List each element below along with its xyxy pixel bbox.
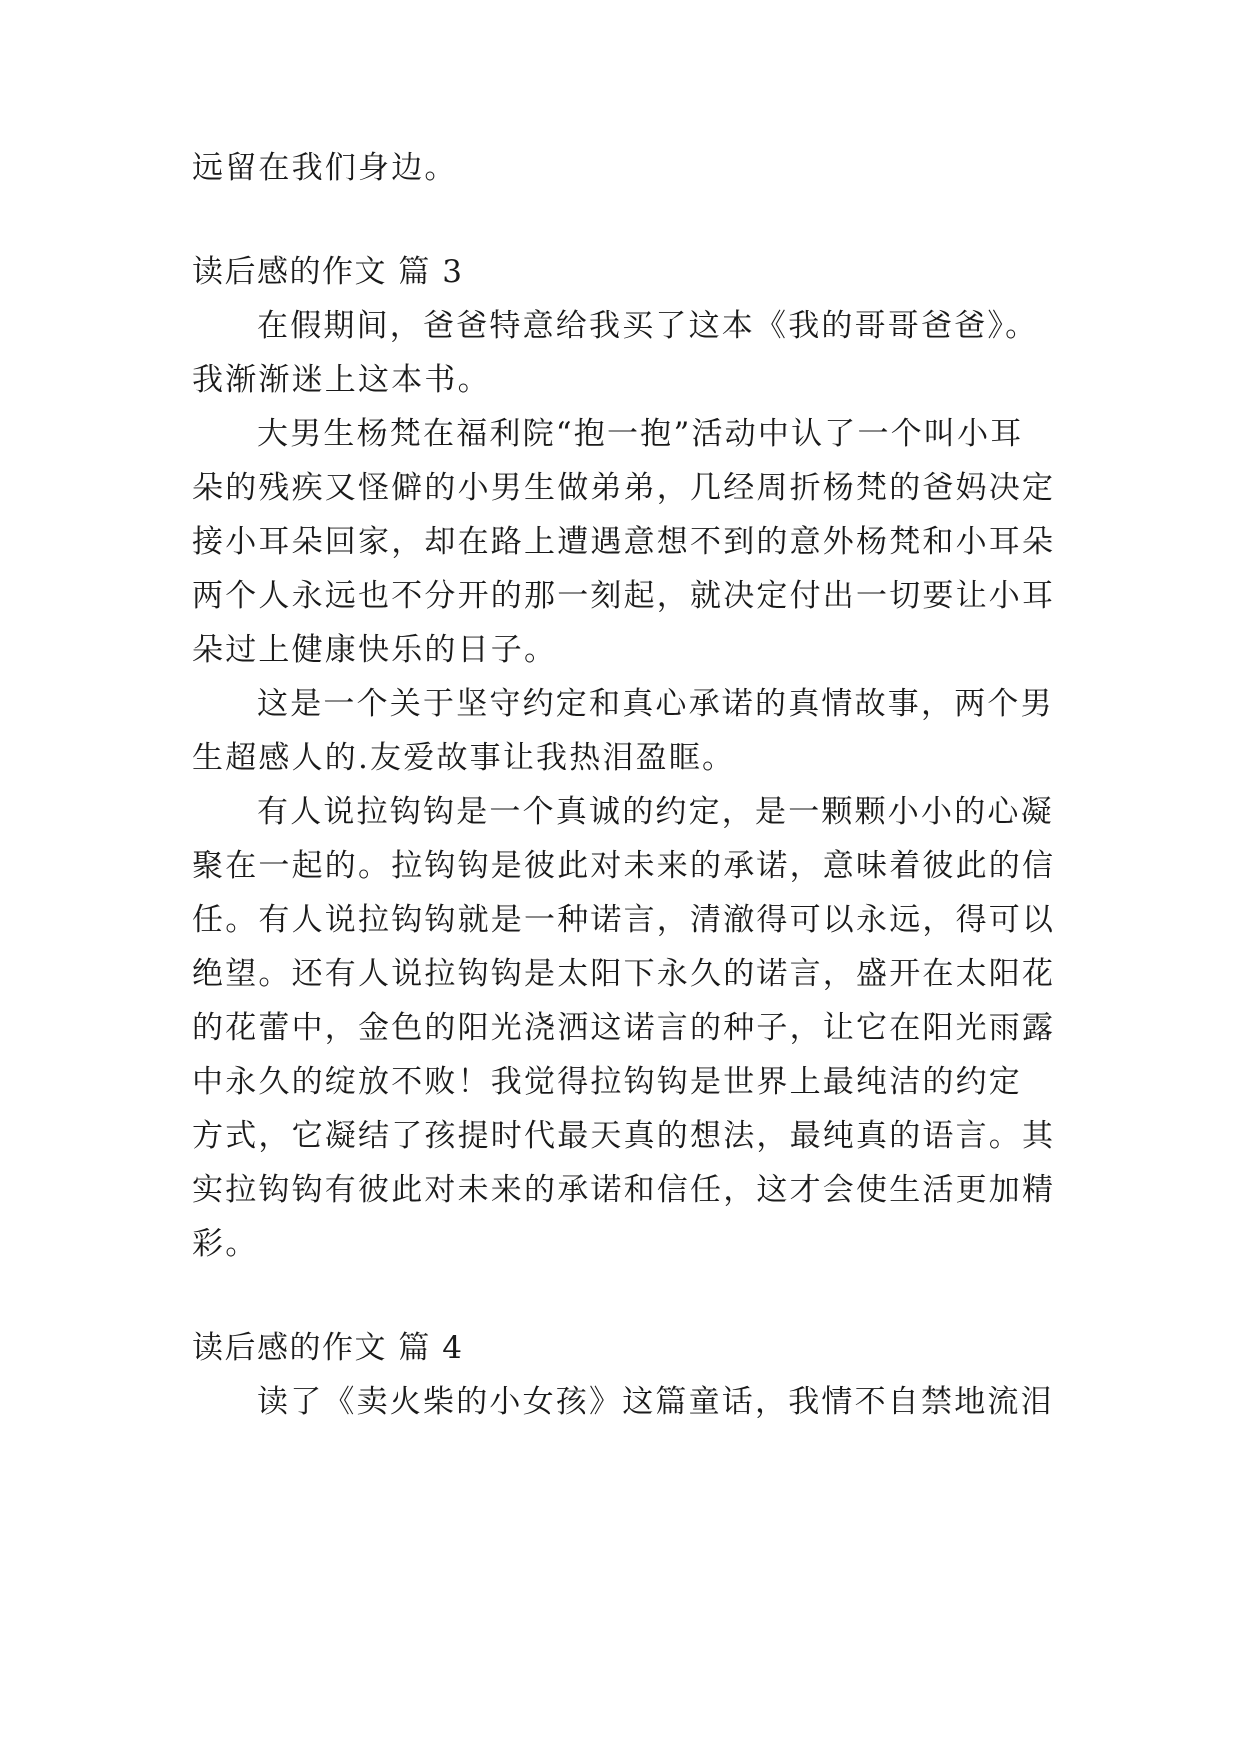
text-line: 方式，它凝结了孩提时代最天真的想法，最纯真的语言。其 (192, 1118, 1056, 1154)
text-line: 绝望。还有人说拉钩钩是太阳下永久的诺言，盛开在太阳花 (192, 956, 1056, 992)
text-line: 中永久的绽放不败！我觉得拉钩钩是世界上最纯洁的约定 (192, 1064, 1022, 1100)
section-heading-3: 读后感的作文 篇 3 (192, 254, 464, 290)
text-line: 读了《卖火柴的小女孩》这篇童话，我情不自禁地流泪 (257, 1384, 1054, 1420)
text-line: 远留在我们身边。 (192, 150, 458, 186)
text-line: 大男生杨梵在福利院“抱一抱”活动中认了一个叫小耳 (257, 416, 1024, 452)
text-line: 两个人永远也不分开的那一刻起，就决定付出一切要让小耳 (192, 578, 1056, 614)
text-line: 彩。 (192, 1226, 259, 1262)
text-line: 聚在一起的。拉钩钩是彼此对未来的承诺，意味着彼此的信 (192, 848, 1056, 884)
text-line: 任。有人说拉钩钩就是一种诺言，清澈得可以永远，得可以 (192, 902, 1056, 938)
text-line: 接小耳朵回家，却在路上遭遇意想不到的意外杨梵和小耳朵 (192, 524, 1056, 560)
text-line: 朵的残疾又怪僻的小男生做弟弟，几经周折杨梵的爸妈决定 (192, 470, 1056, 506)
section-heading-4: 读后感的作文 篇 4 (192, 1330, 464, 1366)
text-line: 朵过上健康快乐的日子。 (192, 632, 558, 668)
text-line: 的花蕾中，金色的阳光浇洒这诺言的种子，让它在阳光雨露 (192, 1010, 1056, 1046)
text-line: 在假期间，爸爸特意给我买了这本《我的哥哥爸爸》。 (257, 308, 1039, 344)
text-line: 我渐渐迷上这本书。 (192, 362, 491, 398)
text-line: 实拉钩钩有彼此对未来的承诺和信任，这才会使生活更加精 (192, 1172, 1056, 1208)
text-line: 这是一个关于坚守约定和真心承诺的真情故事，两个男 (257, 686, 1054, 722)
text-line: 生超感人的.友爱故事让我热泪盈眶。 (192, 740, 736, 776)
text-line: 有人说拉钩钩是一个真诚的约定，是一颗颗小小的心凝 (257, 794, 1054, 830)
